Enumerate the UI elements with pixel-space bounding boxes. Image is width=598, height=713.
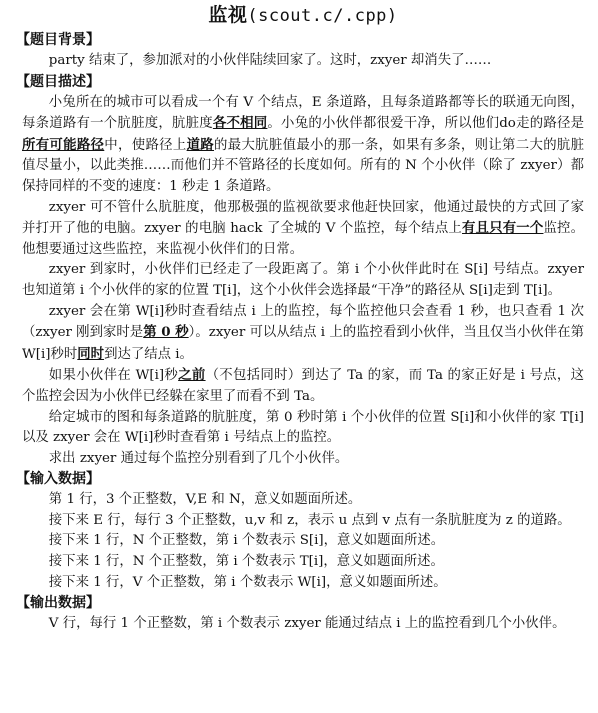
text-run: 小兔所在的城市可以看成一个有 V 个结点，E 条道路，且每条道路都等长的联通无向图，每条道路有一个肮脏度，肮脏度 <box>22 94 584 132</box>
emphasis-text: 所有可能路径 <box>22 136 105 153</box>
emphasis-text: 之前 <box>178 367 206 384</box>
emphasis-text: 有且只有一个 <box>462 220 544 237</box>
description-paragraph-2 <box>22 198 584 261</box>
input-line-3: 接下来 1 行，N 个正整数，第 i 个数表示 S[i]，意义如题面所述。 <box>48 533 445 549</box>
section-heading-output: 【输出数据】 <box>16 595 100 612</box>
page-title <box>22 2 584 29</box>
text-run: 中，使路径上 <box>104 137 187 153</box>
section-heading-background: 【题目背景】 <box>16 32 100 48</box>
background-paragraph: party 结束了，参加派对的小伙伴陆续回家了。这时，zxyer 却消失了…… <box>48 53 492 68</box>
text-run: （不包括同时）到达了 Ta 的家，而 Ta 的家正好是 i 号点，这个监控会因为小伙伴已经躲在家里了而看不到 Ta。 <box>22 368 584 404</box>
description-paragraph-1 <box>22 93 584 198</box>
title-filename: (scout.c/.cpp) <box>247 6 398 26</box>
text-run: 如果小伙伴在 W[i]秒 <box>48 368 179 384</box>
description-paragraph-3: zxyer 到家时，小伙伴们已经走了一段距离了。第 i 个小伙伴此时在 S[i] 号结点。zxyer 也知道第 i 个小伙伴的家的位置 T[i]，这个小伙伴会选择最“干净”的路径从 S[i]走到 T[i]。 <box>22 262 584 298</box>
emphasis-text: 道路 <box>186 136 215 153</box>
section-heading-input: 【输入数据】 <box>16 471 100 488</box>
section-heading-description: 【题目描述】 <box>16 73 100 90</box>
input-line-2: 接下来 E 行，每行 3 个正整数，u,v 和 z，表示 u 点到 v 点有一条肮脏度为 z 的道路。 <box>48 512 571 528</box>
description-paragraph-4 <box>22 302 584 366</box>
input-line-4: 接下来 1 行，N 个正整数，第 i 个数表示 T[i]，意义如题面所述。 <box>48 554 444 570</box>
title-main: 监视 <box>208 4 248 26</box>
text-run: 。小兔的小伙伴都很爱干净，所以他们do走的路径是 <box>267 116 585 132</box>
emphasis-text: 各不相同 <box>212 115 268 132</box>
emphasis-text: 第 0 秒 <box>143 324 189 341</box>
emphasis-text: 同时 <box>77 345 105 362</box>
description-paragraph-6: 给定城市的图和每条道路的肮脏度，第 0 秒时第 i 个小伙伴的位置 S[i]和小伙伴的家 T[i]以及 zxyer 会在 W[i]秒时查看第 i 号结点上的监控。 <box>22 409 584 446</box>
text-run: 监控。他想要通过这些监控，来监视小伙伴们的日常。 <box>22 221 585 257</box>
text-run: 的最大肮脏值最小的那一条，如果有多条，则让第二大的肮脏值尽量小，以此类推……而他们并不管路径的长度如何。所有的 N 个小伙伴（除了 zxyer）都保持同样的不变的速度：1 秒走 1 条道路。 <box>22 137 585 194</box>
input-line-5: 接下来 1 行，V 个正整数，第 i 个数表示 W[i]，意义如题面所述。 <box>48 574 447 590</box>
text-run: ）。zxyer 可以从结点 i 上的监控看到小伙伴，当且仅当小伙伴在第 W[i]秒时 <box>22 325 584 362</box>
text-run: 到达了结点 i。 <box>104 346 193 362</box>
text-run: zxyer 会在第 W[i]秒时查看结点 i 上的监控，每个监控他只会查看 1 秒，也只查看 1 次（zxyer 刚到家时是 <box>22 303 584 341</box>
description-paragraph-5 <box>22 365 584 407</box>
output-line-1: V 行，每行 1 个正整数，第 i 个数表示 zxyer 能通过结点 i 上的监控看到几个小伙伴。 <box>48 616 566 632</box>
input-line-1: 第 1 行，3 个正整数，V,E 和 N，意义如题面所述。 <box>48 492 362 508</box>
text-run: zxyer 可不管什么肮脏度，他那极强的监视欲要求他赶快回家，他通过最快的方式回了家并打开了他的电脑。zxyer 的电脑 hack 了全城的 V 个监控，每个结点上 <box>22 199 584 237</box>
description-paragraph-7: 求出 zxyer 通过每个监控分别看到了几个小伙伴。 <box>48 450 349 466</box>
